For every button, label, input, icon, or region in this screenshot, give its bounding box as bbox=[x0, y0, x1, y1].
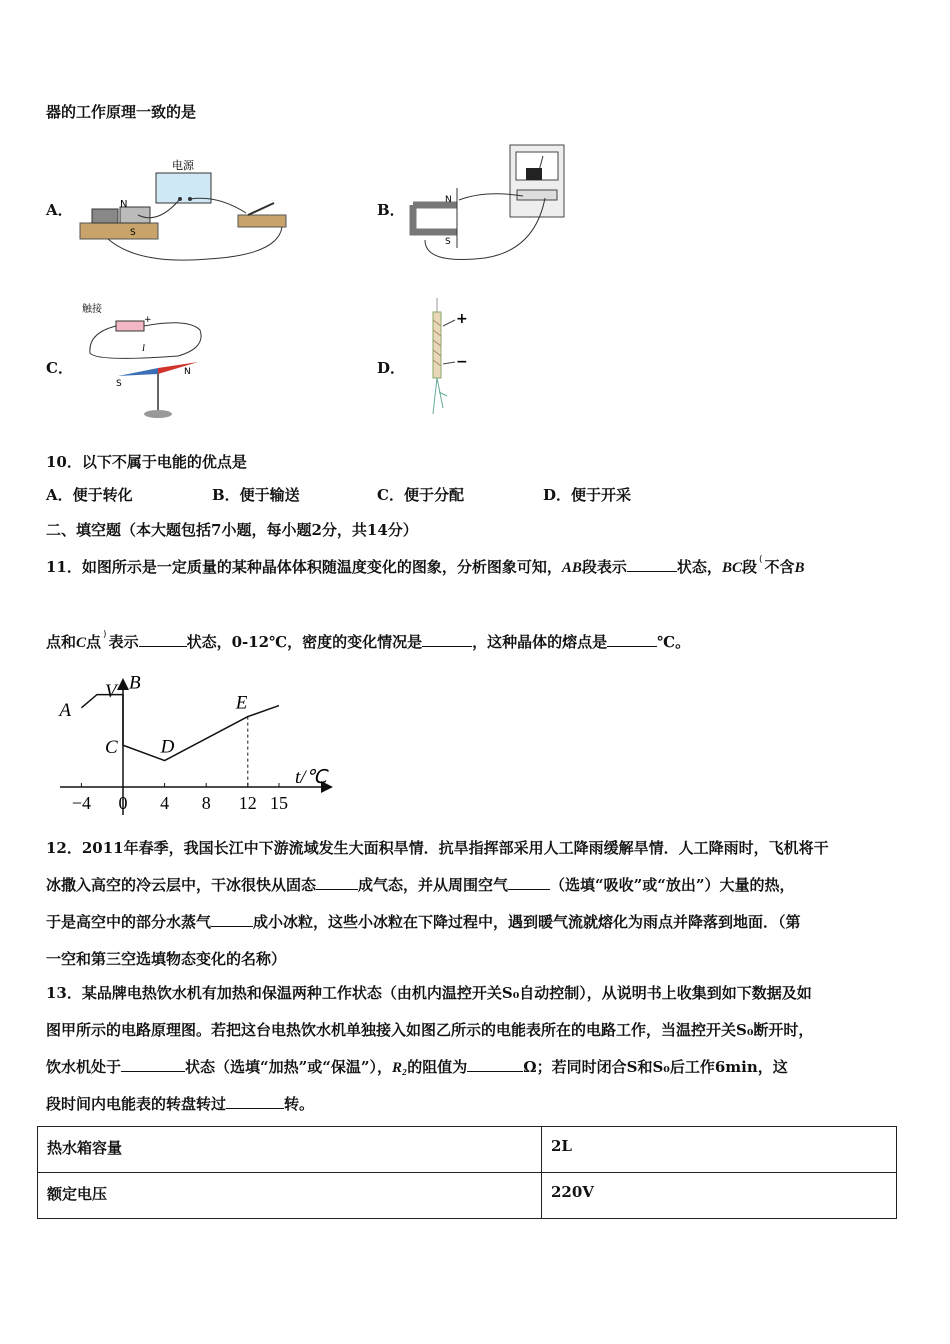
section-2-title: 二、填空题（本大题包括7小题，每小题2分，共14分） bbox=[46, 521, 418, 539]
q12-blank-3[interactable] bbox=[211, 912, 253, 927]
q13-line-3: 饮水机处于 状态（选填“加热”或“保温”），R₂的阻值为 Ω；若同时闭合S和S₀后工作6min，这 bbox=[46, 1058, 788, 1076]
coil bbox=[92, 209, 118, 223]
compass-needle-n bbox=[158, 362, 198, 374]
point-label-b: B bbox=[129, 675, 141, 694]
q13-line-1: 13．某品牌电热饮水机有加热和保温两种工作状态（由机内温控开关S₀自动控制），从说明书上收集到如下数据及如 bbox=[46, 984, 812, 1002]
y-axis-label: V bbox=[105, 681, 117, 702]
spec-key: 热水箱容量 bbox=[38, 1127, 542, 1173]
oersted-experiment-figure bbox=[78, 298, 213, 423]
spec-table bbox=[37, 1126, 897, 1219]
x-tick-label: 12 bbox=[238, 793, 257, 813]
svg-text:S: S bbox=[445, 237, 451, 247]
q12-line-4: 一空和第三空选填物态变化的名称） bbox=[46, 950, 287, 968]
svg-text:−: − bbox=[456, 354, 468, 370]
battery bbox=[116, 321, 144, 331]
q13-blank-1[interactable] bbox=[121, 1057, 185, 1072]
q12-line-1: 12．2011年春季，我国长江中下游流域发生大面积旱情．抗旱指挥部采用人工降雨缓解旱情．人工降雨时，飞机将干 bbox=[46, 839, 829, 857]
wooden-base bbox=[80, 223, 158, 239]
electromagnet-circuit-figure bbox=[78, 155, 303, 265]
q10-stem: 10．以下不属于电能的优点是 bbox=[46, 453, 247, 471]
q13-line-2: 图甲所示的电路原理图。若把这台电热饮水机单独接入如图乙所示的电能表所在的电路工作，当温控开关S₀断开时， bbox=[46, 1021, 814, 1039]
point-label-c: C bbox=[105, 737, 118, 759]
q9-option-c-label: C． bbox=[46, 359, 73, 377]
x-tick-label: 8 bbox=[201, 793, 211, 813]
svg-text:I: I bbox=[142, 343, 145, 353]
wire-loop bbox=[90, 323, 201, 359]
q9-stem-tail: 器的工作原理一致的是 bbox=[46, 103, 197, 121]
q12-blank-2[interactable] bbox=[508, 875, 550, 890]
u-magnet bbox=[413, 205, 457, 232]
x-tick-label: 15 bbox=[270, 793, 288, 813]
q10-option-c: C．便于分配 bbox=[377, 486, 464, 504]
x-tick-label: 4 bbox=[160, 793, 170, 813]
svg-text:N: N bbox=[184, 367, 191, 377]
touch-label: 触接 bbox=[82, 304, 102, 315]
x-axis-label: t/℃ bbox=[295, 767, 327, 788]
table-row bbox=[38, 1173, 897, 1219]
svg-text:N: N bbox=[445, 195, 452, 205]
q10-option-b: B．便于输送 bbox=[212, 486, 300, 504]
q9-option-d-label: D． bbox=[377, 359, 406, 377]
q13-blank-2[interactable] bbox=[467, 1057, 523, 1072]
spec-key: 额定电压 bbox=[38, 1173, 542, 1219]
power-supply-label: 电源 bbox=[172, 159, 194, 172]
spec-value: 2L bbox=[542, 1127, 897, 1173]
q9-option-a-label: A． bbox=[46, 201, 73, 219]
electroscope-rod-figure bbox=[415, 296, 475, 421]
q13-line-4: 段时间内电能表的转盘转过 转。 bbox=[46, 1095, 315, 1113]
q11-line-2: 点和C点 ) 表示 状态，0-12℃，密度的变化情况是 ，这种晶体的熔点是 ℃。 bbox=[46, 630, 691, 651]
q12-line-2: 冰撒入高空的冷云层中，干冰很快从固态 成气态，并从周围空气 （选填“吸收”或“放出”）大量的热， bbox=[46, 876, 795, 894]
table-row bbox=[38, 1127, 897, 1173]
q11-blank-2[interactable] bbox=[139, 632, 187, 647]
q11-blank-4[interactable] bbox=[607, 632, 657, 647]
x-tick-label: 0 bbox=[118, 793, 128, 813]
svg-text:+: + bbox=[456, 311, 468, 327]
q13-blank-3[interactable] bbox=[226, 1094, 284, 1109]
x-tick-label: −4 bbox=[71, 793, 91, 813]
q11-line-1: 11．如图所示是一定质量的某种晶体体积随温度变化的图象，分析图象可知，AB段表示 状态，BC段 ( 不含B bbox=[46, 555, 805, 576]
svg-text:N: N bbox=[120, 199, 128, 210]
volume-temperature-graph bbox=[40, 675, 340, 820]
compass-needle-s bbox=[118, 368, 158, 376]
induction-galvanometer-figure bbox=[405, 140, 570, 265]
svg-text:S: S bbox=[116, 379, 122, 389]
q12-line-3: 于是高空中的部分水蒸气 成小冰粒，这些小冰粒在下降过程中，遇到暖气流就熔化为雨点并降落到地面．（第 bbox=[46, 913, 801, 931]
point-label-e: E bbox=[235, 692, 248, 714]
svg-text:+: + bbox=[144, 315, 152, 325]
q9-option-b-label: B． bbox=[377, 201, 405, 219]
svg-text:S: S bbox=[130, 228, 136, 238]
point-label-a: A bbox=[59, 699, 72, 721]
knife-switch bbox=[248, 203, 274, 215]
q10-option-a: A．便于转化 bbox=[46, 486, 133, 504]
point-label-d: D bbox=[160, 736, 175, 758]
switch-base bbox=[238, 215, 286, 227]
q12-blank-1[interactable] bbox=[316, 875, 358, 890]
q11-blank-3[interactable] bbox=[422, 632, 472, 647]
q10-option-d: D．便于开采 bbox=[543, 486, 632, 504]
spec-value: 220V bbox=[542, 1173, 897, 1219]
q11-blank-1[interactable] bbox=[627, 557, 677, 572]
